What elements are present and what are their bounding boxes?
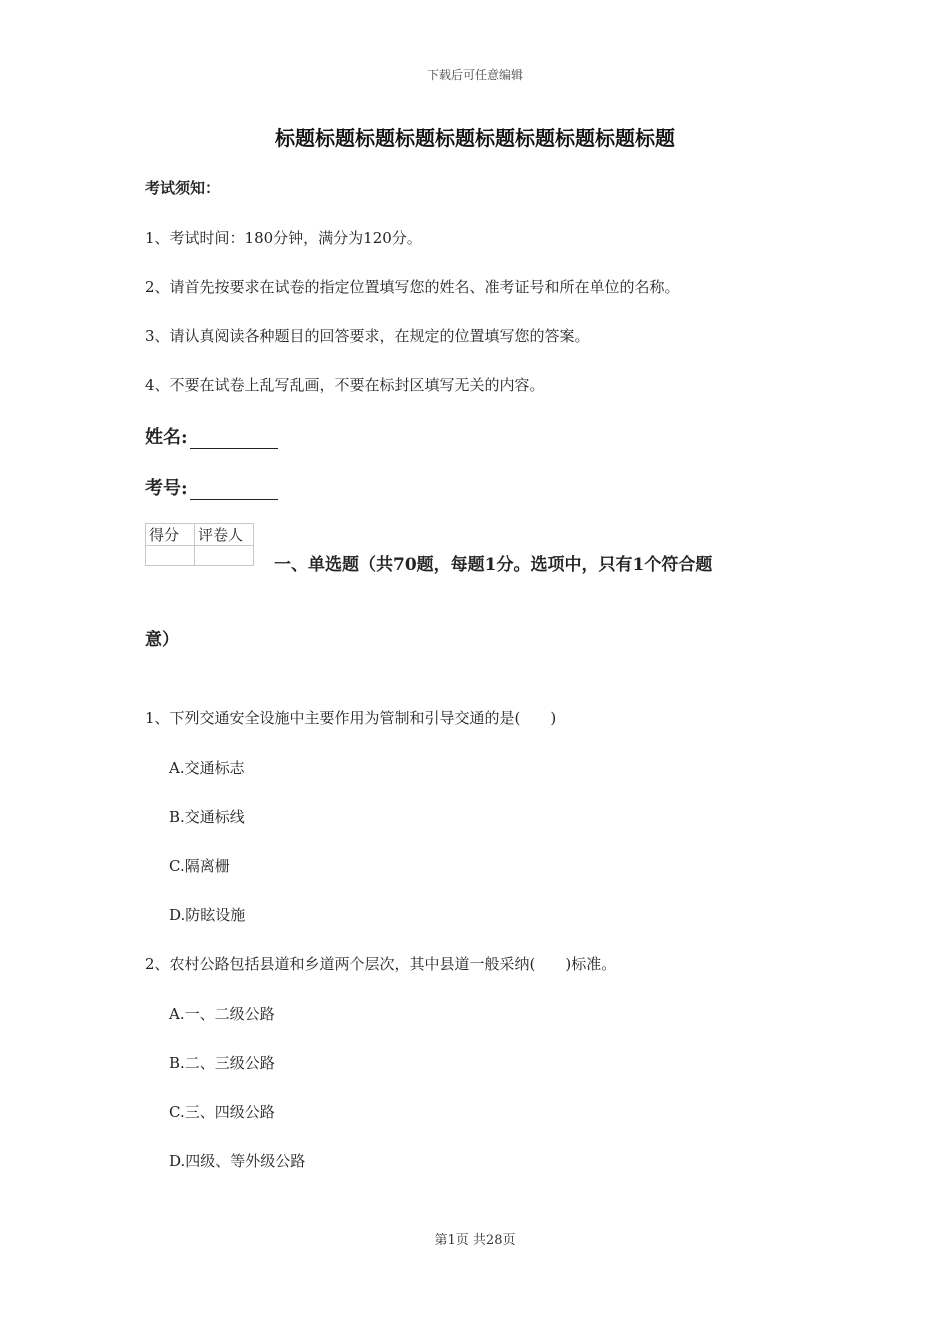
notice-item: 4、不要在试卷上乱写乱画，不要在标封区填写无关的内容。: [145, 376, 545, 394]
page-header: 下载后可任意编辑: [426, 68, 523, 82]
question-2-option-a: A.一、二级公路: [169, 1005, 275, 1023]
question-2-option-c: C.三、四级公路: [169, 1103, 275, 1121]
question-2-option-b: B.二、三级公路: [169, 1054, 275, 1072]
name-label: 姓名:: [145, 427, 188, 448]
question-1-option-a: A.交通标志: [169, 759, 245, 777]
question-2: 2、农村公路包括县道和乡道两个层次，其中县道一般采纳( )标准。: [145, 955, 617, 973]
name-blank-line[interactable]: [190, 428, 278, 449]
notice-item: 3、请认真阅读各种题目的回答要求，在规定的位置填写您的答案。: [145, 327, 590, 345]
score-header: 得分: [146, 524, 195, 546]
exam-id-blank-line[interactable]: [190, 479, 278, 500]
document-title: 标题标题标题标题标题标题标题标题标题标题: [275, 126, 675, 150]
section-title-continued: 意）: [145, 630, 179, 650]
question-1: 1、下列交通安全设施中主要作用为管制和引导交通的是( ): [145, 709, 557, 727]
name-field: [145, 423, 278, 449]
notice-item: 2、请首先按要求在试卷的指定位置填写您的姓名、准考证号和所在单位的名称。: [145, 278, 680, 296]
score-table: [145, 523, 254, 566]
section-title: 一、单选题（共70题，每题1分。选项中，只有1个符合题: [274, 555, 713, 575]
notice-heading: 考试须知：: [145, 179, 221, 197]
question-1-option-d: D.防眩设施: [169, 906, 246, 924]
exam-id-field: [145, 474, 278, 500]
exam-id-label: 考号:: [145, 478, 188, 499]
score-cell: [146, 546, 195, 566]
notice-item: 1、考试时间：180分钟，满分为120分。: [145, 229, 422, 247]
question-1-option-c: C.隔离栅: [169, 857, 230, 875]
grader-header: 评卷人: [195, 524, 254, 546]
score-table-header-row: [146, 524, 254, 546]
question-1-option-b: B.交通标线: [169, 808, 245, 826]
score-table-blank-row: [146, 546, 254, 566]
question-2-option-d: D.四级、等外级公路: [169, 1152, 306, 1170]
page-footer: 第1页 共28页: [434, 1233, 516, 1248]
grader-cell: [195, 546, 254, 566]
